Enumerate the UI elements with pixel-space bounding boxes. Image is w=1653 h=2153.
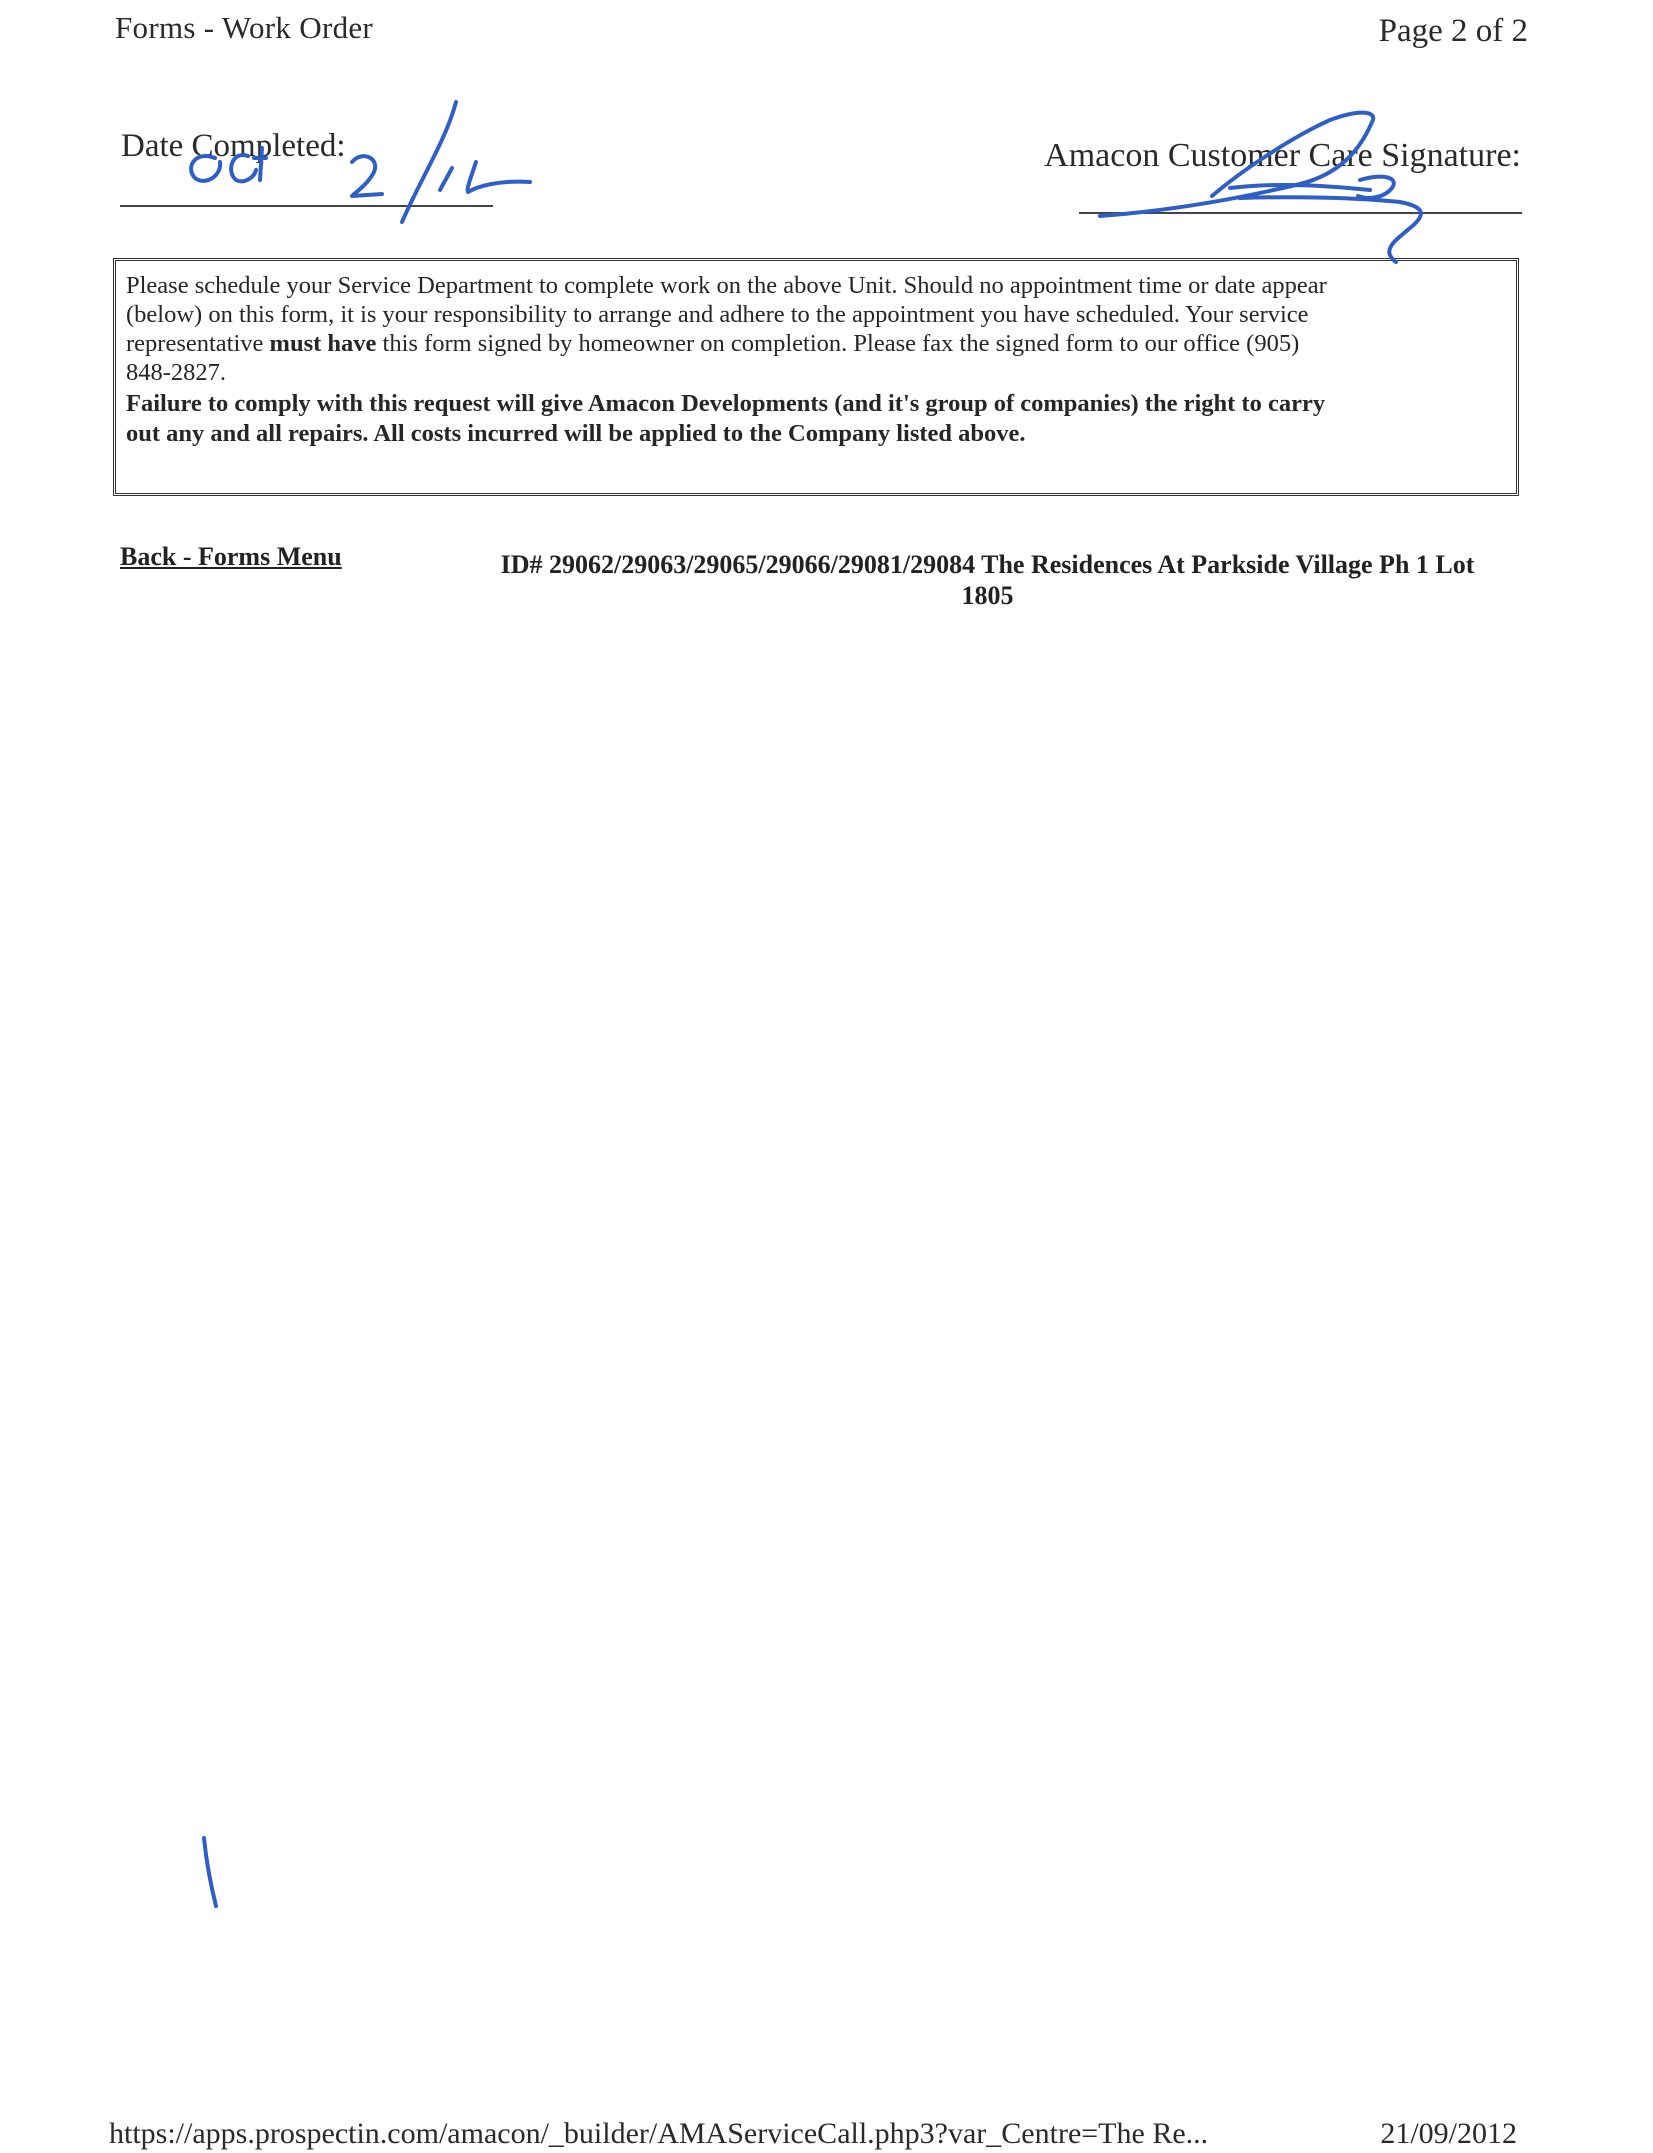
record-id-line: ID# 29062/29063/29065/29066/29081/29084 The Residences At Parkside Village Ph 1 Lot — [500, 550, 1475, 579]
notice-warning-line: out any and all repairs. All costs incurred will be applied to the Company listed above. — [126, 420, 1026, 447]
signature-line — [1079, 212, 1522, 214]
record-id — [455, 549, 1520, 611]
back-forms-menu-link[interactable]: Back - Forms Menu — [120, 542, 342, 571]
signature-scribble — [1100, 113, 1421, 262]
footer-url: https://apps.prospectin.com/amacon/_builder/AMAServiceCall.php3?var_Centre=The Re... — [109, 2117, 1209, 2150]
notice-text: representative — [126, 330, 264, 357]
notice-line: 848-2827. — [126, 359, 227, 386]
record-id-line: 1805 — [961, 581, 1014, 610]
notice-emphasis: must have — [269, 330, 377, 357]
notice-box — [113, 258, 1519, 496]
notice-warning-line: Failure to comply with this request will give Amacon Developments (and it's group of companies) the right to carry — [126, 390, 1326, 417]
notice-line — [126, 329, 1504, 358]
notice-line: (below) on this form, it is your responsibility to arrange and adhere to the appointment you have scheduled. Your service — [126, 301, 1309, 328]
signature-label: Amacon Customer Care Signature: — [1044, 137, 1521, 174]
date-completed-line — [120, 205, 493, 207]
page-indicator: Page 2 of 2 — [1378, 13, 1528, 49]
notice-text: this form signed by homeowner on completion. Please fax the signed form to our office (905) — [382, 330, 1300, 357]
notice-line: Please schedule your Service Department to complete work on the above Unit. Should no appointment time or date appear — [126, 272, 1327, 299]
stray-pen-mark — [204, 1838, 216, 1906]
page-header-title: Forms - Work Order — [115, 10, 374, 45]
footer-date: 21/09/2012 — [1380, 2117, 1517, 2150]
date-completed-label: Date Completed: — [121, 128, 346, 164]
